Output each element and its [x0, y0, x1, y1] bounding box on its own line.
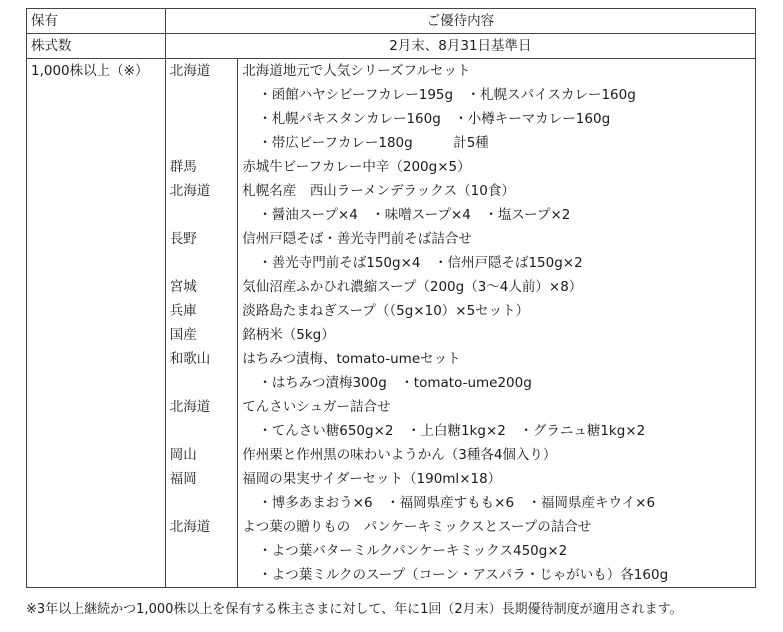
benefit-detail-line: ・善光寺門前そば150g×4 ・信州戸隠そば150g×2: [258, 255, 583, 271]
benefit-item-line: 銘柄米（5kg）: [242, 327, 335, 343]
region-label: 国産: [169, 327, 197, 343]
region-label: [170, 539, 233, 563]
region-label: [170, 419, 233, 443]
region-label: [170, 83, 233, 107]
region-label: 北海道: [169, 519, 211, 535]
benefits-table: [26, 8, 756, 588]
region-label: [170, 107, 233, 131]
holding-label-bottom: 株式数: [27, 34, 166, 59]
region-label: 北海道: [169, 183, 211, 199]
region-label: 福岡: [169, 471, 197, 487]
benefit-detail-line: ・てんさい糖650g×2 ・上白糖1kg×2 ・グラニュ糖1kg×2: [258, 423, 646, 439]
basis-date: 2月末、8月31日基準日: [165, 34, 755, 59]
region-label: 和歌山: [169, 351, 211, 367]
benefit-detail-line: ・はちみつ漬梅300g ・tomato-ume200g: [258, 375, 532, 391]
benefit-item-line: 福岡の果実サイダーセット（190ml×18）: [242, 471, 502, 487]
footnote: ※3年以上継続かつ1,000株以上を保有する株主さまに対して、年に1回（2月末）長期優待制度が適用されます。: [26, 602, 683, 617]
benefit-detail-line: ・博多あまおう×6 ・福岡県産すもも×6 ・福岡県産キウイ×6: [258, 495, 656, 511]
benefit-detail-line: ・醤油スープ×4 ・味噌スープ×4 ・塩スープ×2: [258, 207, 571, 223]
tier-label: 1,000株以上（※）: [27, 59, 166, 588]
region-label: [170, 491, 233, 515]
benefit-item-line: 赤城牛ビーフカレー中辛（200g×5）: [242, 159, 471, 175]
benefit-title: ご優待内容: [165, 9, 755, 34]
region-label: 北海道: [169, 63, 211, 79]
benefit-detail-line: ・函館ハヤシビーフカレー195g ・札幌スパイスカレー160g: [258, 87, 636, 103]
benefit-detail-line: ・よつ葉バターミルクパンケーキミックス450g×2: [258, 543, 568, 559]
region-label: [170, 251, 233, 275]
benefit-detail-line: ・帯広ビーフカレー180g 計5種: [258, 135, 489, 151]
content-column: [238, 59, 756, 588]
benefit-item-line: 信州戸隠そば・善光寺門前そば詰合せ: [242, 231, 472, 247]
region-label: [170, 371, 233, 395]
holding-label-top: 保有: [27, 9, 166, 34]
benefit-item-line: てんさいシュガー詰合せ: [242, 399, 391, 415]
region-label: [170, 203, 233, 227]
benefit-item-line: 気仙沼産ふかひれ濃縮スープ（200g（3～4人前）×8）: [242, 279, 583, 295]
region-column: [165, 59, 237, 588]
tier-row: [27, 59, 756, 588]
region-label: [170, 131, 233, 155]
header-row-1: [27, 9, 756, 34]
benefit-detail-line: ・よつ葉ミルクのスープ（コーン・アスパラ・じゃがいも）各160g: [258, 567, 669, 583]
region-label: 宮城: [169, 279, 197, 295]
region-label: 兵庫: [169, 303, 197, 319]
benefit-item-line: 淡路島たまねぎスープ（（5g×10）×5セット）: [242, 303, 530, 319]
benefit-item-line: よつ葉の贈りもの パンケーキミックスとスープの詰合せ: [242, 519, 592, 535]
benefit-item-line: 作州栗と作州黒の味わいようかん（3種各4個入り）: [242, 447, 557, 463]
benefit-item-line: 北海道地元で人気シリーズフルセット: [242, 63, 471, 79]
region-label: 群馬: [169, 159, 197, 175]
benefit-item-line: 札幌名産 西山ラーメンデラックス（10食）: [242, 183, 515, 199]
region-label: 岡山: [169, 447, 197, 463]
benefit-detail-line: ・札幌パキスタンカレー160g ・小樽キーマカレー160g: [258, 111, 611, 127]
region-label: [170, 563, 233, 587]
region-label: 北海道: [169, 399, 211, 415]
header-row-2: [27, 34, 756, 59]
benefit-item-line: はちみつ漬梅、tomato-umeセット: [242, 351, 461, 367]
region-label: 長野: [169, 231, 197, 247]
